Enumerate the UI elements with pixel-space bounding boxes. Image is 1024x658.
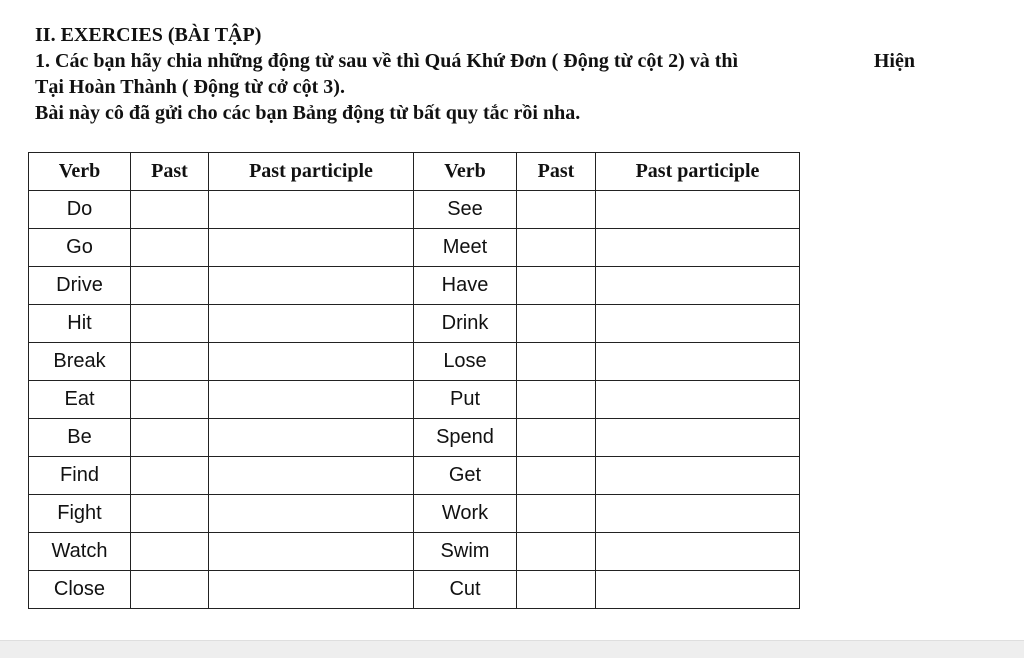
verb-cell: Drink (414, 305, 517, 343)
column-header-past-participle: Past participle (596, 153, 800, 191)
verb-cell: See (414, 191, 517, 229)
past-participle-cell (596, 419, 800, 457)
viewer-bottom-bar (0, 640, 1024, 658)
column-header-past: Past (131, 153, 209, 191)
past-cell (517, 571, 596, 609)
past-participle-cell (209, 419, 414, 457)
past-participle-cell (596, 343, 800, 381)
past-participle-cell (209, 305, 414, 343)
past-cell (131, 381, 209, 419)
instruction-text: 1. Các bạn hãy chia những động từ sau về thì Quá Khứ Đơn ( Động từ cột 2) và thì (35, 50, 739, 72)
past-participle-cell (209, 381, 414, 419)
verb-cell: Break (29, 343, 131, 381)
verb-cell: Be (29, 419, 131, 457)
exercise-text (35, 22, 995, 126)
past-cell (517, 305, 596, 343)
past-cell (517, 495, 596, 533)
past-participle-cell (596, 495, 800, 533)
verb-cell: Cut (414, 571, 517, 609)
past-participle-cell (209, 457, 414, 495)
past-cell (131, 343, 209, 381)
table-row (29, 381, 800, 419)
column-header-past: Past (517, 153, 596, 191)
column-header-past-participle: Past participle (209, 153, 414, 191)
verb-cell: Go (29, 229, 131, 267)
past-cell (131, 305, 209, 343)
past-cell (517, 191, 596, 229)
past-cell (131, 191, 209, 229)
past-cell (131, 571, 209, 609)
past-participle-cell (596, 533, 800, 571)
past-participle-cell (596, 457, 800, 495)
past-cell (517, 267, 596, 305)
past-cell (131, 229, 209, 267)
column-header-verb: Verb (414, 153, 517, 191)
verb-cell: Eat (29, 381, 131, 419)
past-cell (517, 229, 596, 267)
past-cell (517, 381, 596, 419)
verb-cell: Work (414, 495, 517, 533)
past-participle-cell (596, 229, 800, 267)
past-cell (131, 533, 209, 571)
table-body (29, 191, 800, 609)
verb-cell: Drive (29, 267, 131, 305)
verb-cell: Do (29, 191, 131, 229)
past-cell (131, 419, 209, 457)
past-cell (131, 495, 209, 533)
table-row (29, 229, 800, 267)
past-participle-cell (209, 267, 414, 305)
verb-cell: Hit (29, 305, 131, 343)
past-cell (131, 457, 209, 495)
past-participle-cell (596, 305, 800, 343)
instruction-text-end: Hiện (873, 50, 915, 72)
verb-cell: Spend (414, 419, 517, 457)
past-participle-cell (596, 571, 800, 609)
verb-cell: Put (414, 381, 517, 419)
past-participle-cell (596, 381, 800, 419)
table-row (29, 343, 800, 381)
instruction-line (35, 48, 915, 74)
table-row (29, 191, 800, 229)
past-cell (517, 419, 596, 457)
past-participle-cell (209, 571, 414, 609)
verb-cell: Lose (414, 343, 517, 381)
past-cell (517, 533, 596, 571)
verb-cell: Find (29, 457, 131, 495)
verb-cell: Swim (414, 533, 517, 571)
past-participle-cell (596, 191, 800, 229)
past-participle-cell (596, 267, 800, 305)
column-header-verb: Verb (29, 153, 131, 191)
past-cell (517, 343, 596, 381)
past-participle-cell (209, 229, 414, 267)
verb-cell: Close (29, 571, 131, 609)
table-row (29, 495, 800, 533)
verb-table (28, 152, 800, 609)
table-row (29, 305, 800, 343)
verb-cell: Have (414, 267, 517, 305)
past-participle-cell (209, 533, 414, 571)
note-line: Bài này cô đã gửi cho các bạn Bảng động từ bất quy tắc rồi nha. (35, 102, 581, 124)
verb-cell: Get (414, 457, 517, 495)
verb-cell: Fight (29, 495, 131, 533)
past-participle-cell (209, 191, 414, 229)
verb-cell: Watch (29, 533, 131, 571)
past-participle-cell (209, 495, 414, 533)
table-row (29, 457, 800, 495)
table-header-row (29, 153, 800, 191)
past-participle-cell (209, 343, 414, 381)
table-row (29, 533, 800, 571)
verb-cell: Meet (414, 229, 517, 267)
table-row (29, 571, 800, 609)
past-cell (131, 267, 209, 305)
table-row (29, 419, 800, 457)
instruction-line-continued: Tại Hoàn Thành ( Động từ cở cột 3). (35, 76, 345, 98)
section-heading: II. EXERCIES (BÀI TẬP) (35, 24, 262, 46)
past-cell (517, 457, 596, 495)
table-row (29, 267, 800, 305)
